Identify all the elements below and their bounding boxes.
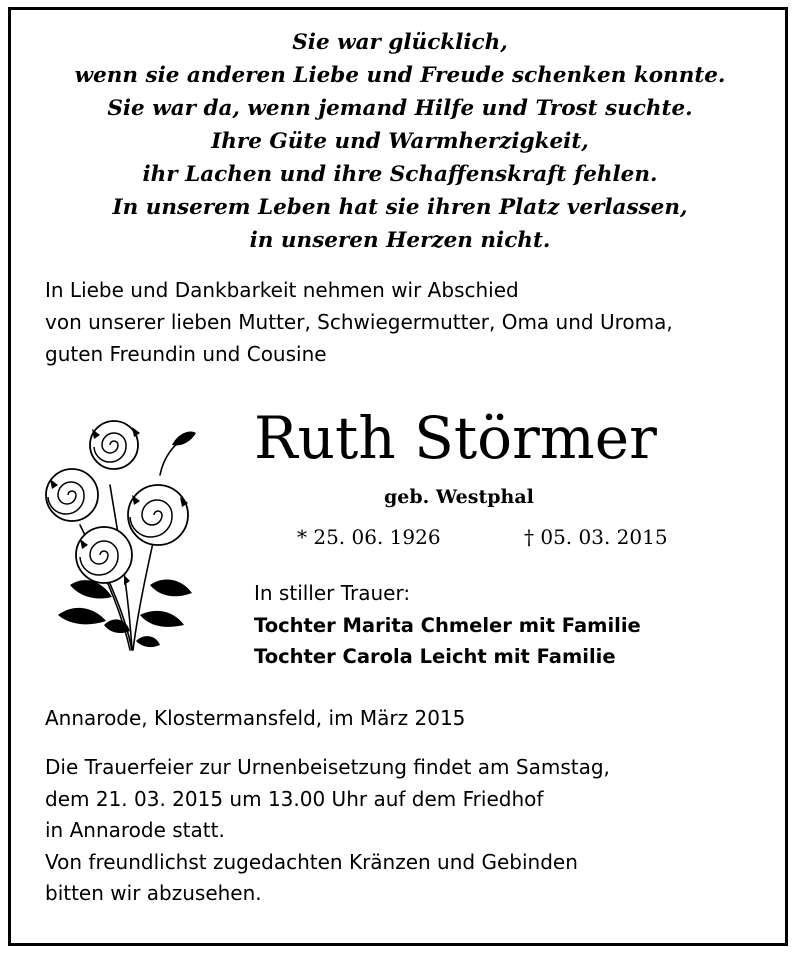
farewell-intro [45,274,673,370]
poem-line: wenn sie anderen Liebe und Freude schenken konnte. [74,63,726,88]
ceremony-line: Von freundlichst zugedachten Kränzen und Gebinden [45,849,578,874]
mourner-entry: Tochter Carola Leicht mit Familie [254,645,616,668]
ceremony-line: bitten wir abzusehen. [45,881,262,905]
deceased-name: Ruth Störmer [254,404,657,472]
poem-line: In unserem Leben hat sie ihren Platz verlassen, [112,195,688,220]
ceremony-line: Die Trauerfeier zur Urnenbeisetzung findet am Samstag, [45,755,610,779]
ceremony-info [45,752,610,910]
ceremony-line: in Annarode statt. [45,818,225,842]
mourners-list [254,610,641,672]
intro-line: In Liebe und Dankbarkeit nehmen wir Abschied [45,278,519,302]
death-date: † 05. 03. 2015 [524,525,668,549]
place-date: Annarode, Klostermansfeld, im März 2015 [45,706,466,730]
memorial-poem [20,26,780,257]
ceremony-line: dem 21. 03. 2015 um 13.00 Uhr auf dem Friedhof [45,786,544,811]
maiden-name: geb. Westphal [384,486,534,508]
roses-bouquet-icon [40,415,198,665]
intro-line: guten Freundin und Cousine [45,342,327,366]
poem-line: Sie war glücklich, [292,30,508,55]
poem-line: Sie war da, wenn jemand Hilfe und Trost suchte. [107,96,693,121]
mourning-label: In stiller Trauer: [254,581,411,605]
poem-line: in unseren Herzen nicht. [249,228,551,253]
birth-date: * 25. 06. 1926 [297,525,441,549]
poem-line: Ihre Güte und Warmherzigkeit, [211,129,589,154]
mourner-entry: Tochter Marita Chmeler mit Familie [254,614,641,637]
poem-line: ihr Lachen und ihre Schaffenskraft fehlen. [142,162,658,187]
intro-line: von unserer lieben Mutter, Schwiegermutter, Oma und Uroma, [45,310,673,334]
